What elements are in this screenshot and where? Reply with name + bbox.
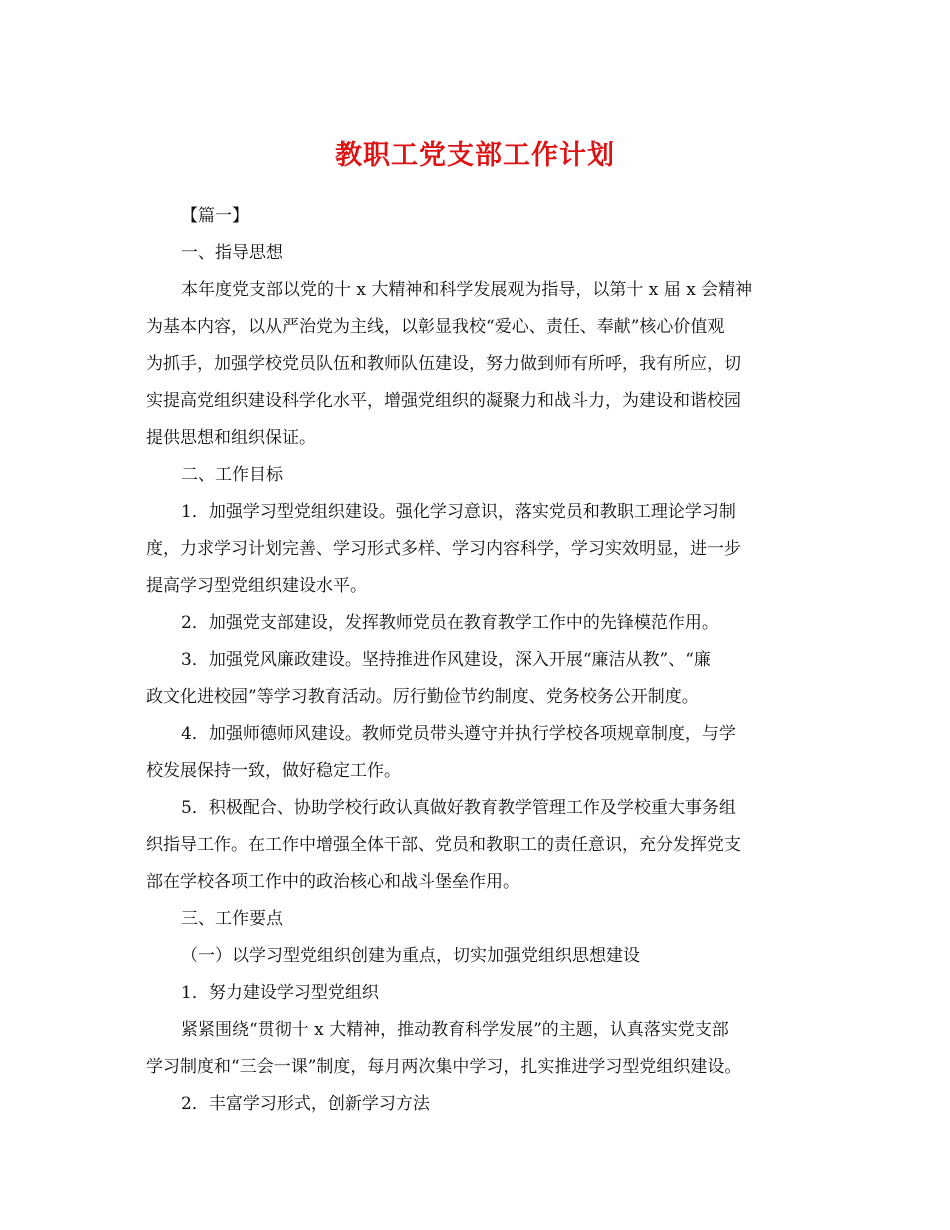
text-line: 学习制度和“三会一课”制度，每月两次集中学习，扎实推进学习型党组织建设。: [146, 1057, 742, 1077]
text-line: 为基本内容，以从严治党为主线，以彰显我校“爱心、责任、奉献”核心价值观: [146, 317, 725, 337]
text-line: 【篇一】: [181, 206, 249, 226]
text-line: 本年度党支部以党的十 x 大精神和科学发展观为指导，以第十 x 届 x 会精神: [181, 280, 753, 300]
text-line: 为抓手，加强学校党员队伍和教师队伍建设，努力做到师有所呼，我有所应，切: [146, 354, 741, 374]
text-line: 1．加强学习型党组织建设。强化学习意识，落实党员和教职工理论学习制: [181, 502, 736, 522]
text-line: 2．丰富学习形式，创新学习方法: [181, 1094, 430, 1114]
text-line: 实提高党组织建设科学化水平，增强党组织的凝聚力和战斗力，为建设和谐校园: [146, 391, 741, 411]
text-line: 织指导工作。在工作中增强全体干部、党员和教职工的责任意识，充分发挥党支: [146, 835, 741, 855]
text-line: 一、指导思想: [181, 243, 283, 263]
text-line: 三、工作要点: [181, 909, 283, 929]
text-line: 1．努力建设学习型党组织: [181, 983, 379, 1003]
text-line: 度，力求学习计划完善、学习形式多样、学习内容科学，学习实效明显，进一步: [146, 539, 741, 559]
text-line: （一）以学习型党组织创建为重点，切实加强党组织思想建设: [181, 946, 640, 966]
text-line: 2．加强党支部建设，发挥教师党员在教育教学工作中的先锋模范作用。: [181, 613, 719, 633]
text-line: 3．加强党风廉政建设。坚持推进作风建设，深入开展“廉洁从教”、“廉: [181, 650, 711, 670]
text-line: 提供思想和组织保证。: [146, 428, 316, 448]
text-line: 二、工作目标: [181, 465, 283, 485]
document-title: 教职工党支部工作计划: [335, 140, 615, 171]
text-line: 校发展保持一致，做好稳定工作。: [146, 761, 401, 781]
text-line: 紧紧围绕“贯彻十 x 大精神，推动教育科学发展”的主题，认真落实党支部: [181, 1020, 729, 1040]
text-line: 4．加强师德师风建设。教师党员带头遵守并执行学校各项规章制度，与学: [181, 724, 736, 744]
document-body: [146, 198, 806, 1123]
text-line: 提高学习型党组织建设水平。: [146, 576, 367, 596]
text-line: 政文化进校园”等学习教育活动。厉行勤俭节约制度、党务校务公开制度。: [146, 687, 699, 707]
text-line: 5．积极配合、协助学校行政认真做好教育教学管理工作及学校重大事务组: [181, 798, 736, 818]
text-line: 部在学校各项工作中的政治核心和战斗堡垒作用。: [146, 872, 520, 892]
